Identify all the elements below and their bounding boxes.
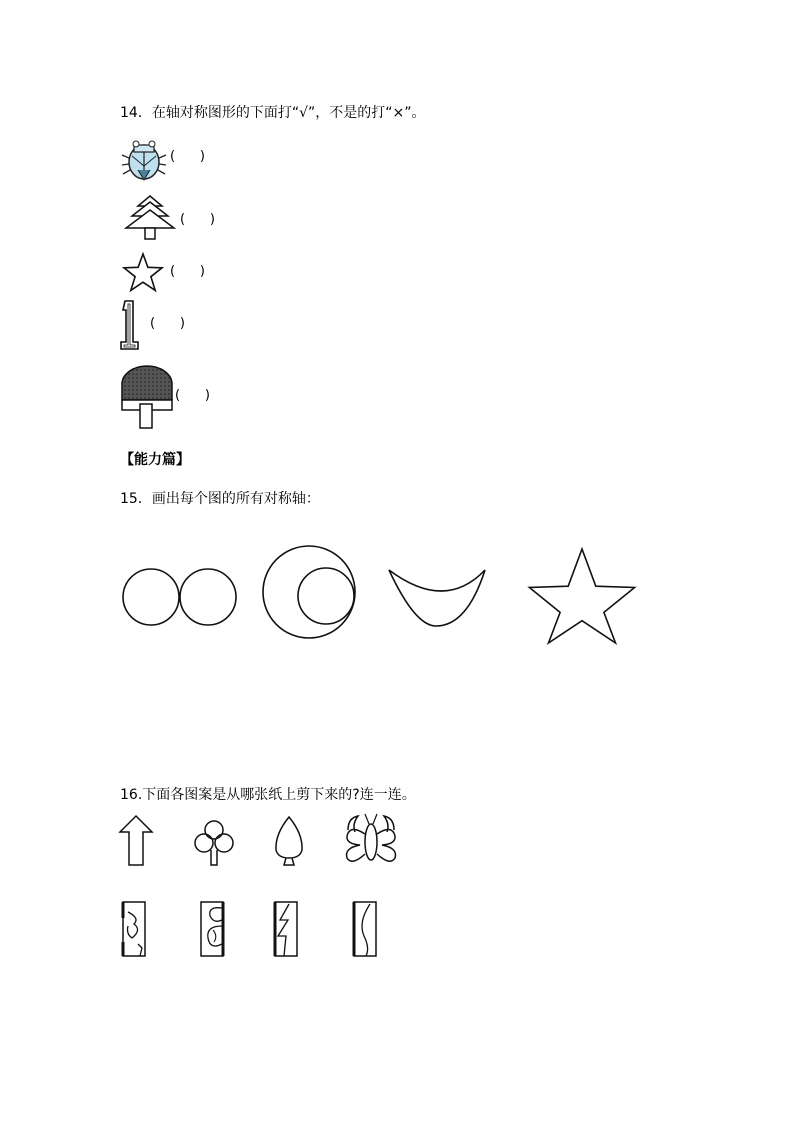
folded-paper-c-icon [275,902,297,956]
q16-patterns [118,812,408,872]
q16-folded-papers [118,898,388,960]
answer-slot-5[interactable]: ( ) [175,388,210,403]
folded-paper-b-icon [201,902,223,956]
two-circles-icon [123,569,236,625]
answer-slot-1[interactable]: ( ) [170,149,205,164]
leaf-tree-icon [276,817,302,865]
clover-tree-icon [195,821,233,865]
digit-one-icon [119,298,143,352]
crescent-moon-icon [389,570,485,626]
answer-slot-2[interactable]: ( ) [180,212,215,227]
circle-with-crescent-icon [263,546,355,638]
ping-pong-paddle-icon [119,364,177,430]
butterfly-icon [347,814,396,861]
cicada-icon [120,138,170,186]
answer-slot-4[interactable]: ( ) [150,316,185,331]
folded-paper-a-icon [123,902,145,956]
question-16-text: 16.下面各图案是从哪张纸上剪下来的?连一连。 [120,787,416,803]
answer-slot-3[interactable]: ( ) [170,264,205,279]
folded-paper-d-icon [354,902,376,956]
pine-tree-icon [122,194,178,242]
q15-figures [115,540,645,660]
star-outline-icon [529,549,634,643]
question-14-text: 14．在轴对称图形的下面打“√”，不是的打“×”。 [120,105,426,121]
question-15-text: 15．画出每个图的所有对称轴： [120,491,320,507]
arrow-up-icon [120,816,152,865]
star-icon [122,252,164,292]
section-heading: 【能力篇】 [120,452,190,468]
